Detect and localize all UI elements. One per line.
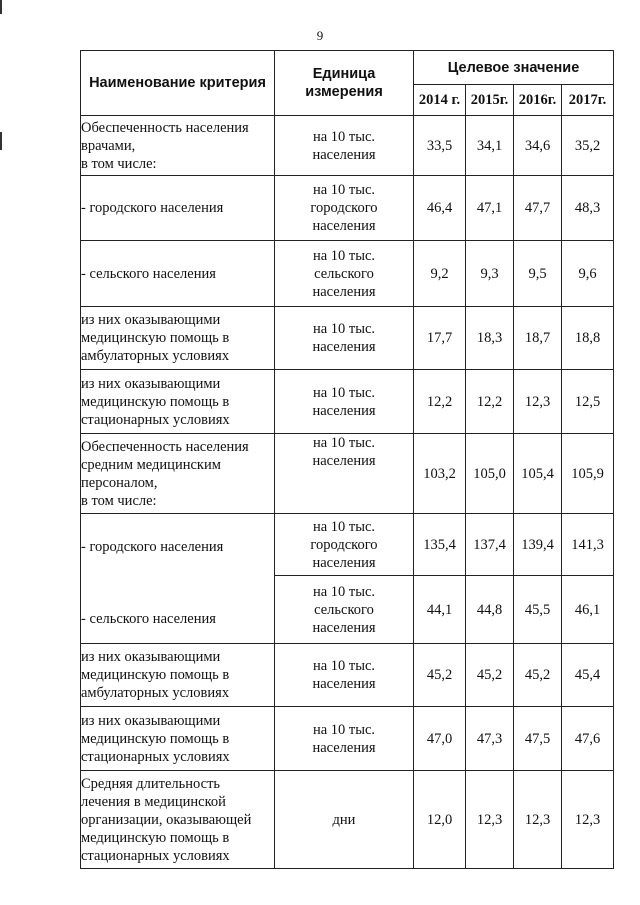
value-cell: 46,4: [414, 176, 466, 241]
criterion-name: Средняя длительность лечения в медицинской организации, оказывающей медицинскую помощь в стационарных условиях: [81, 771, 275, 869]
table-row: [81, 707, 614, 771]
criterion-name: из них оказывающими медицинскую помощь в стационарных условиях: [81, 370, 275, 434]
value-cell: 18,3: [466, 307, 514, 370]
criterion-name: Обеспеченность населения средним медицинским персоналом, в том числе:: [81, 434, 275, 514]
value-cell: 12,2: [466, 370, 514, 434]
criterion-name: - городского населения: [81, 176, 275, 241]
value-cell: 105,9: [562, 434, 614, 514]
value-cell: 9,5: [514, 241, 562, 307]
header-unit: Единица измерения: [275, 51, 414, 116]
header-year: 2015г.: [466, 85, 514, 116]
scan-edge-mark: [0, 0, 2, 14]
unit-cell: на 10 тыс. сельского населения: [275, 576, 414, 644]
value-cell: 45,2: [414, 644, 466, 707]
unit-cell: на 10 тыс. городского населения: [275, 514, 414, 576]
value-cell: 141,3: [562, 514, 614, 576]
header-criterion: Наименование критерия: [81, 51, 275, 116]
value-cell: 45,2: [514, 644, 562, 707]
unit-cell: на 10 тыс. населения: [275, 434, 414, 514]
value-cell: 12,3: [466, 771, 514, 869]
unit-cell: на 10 тыс. населения: [275, 644, 414, 707]
table-row: [81, 370, 614, 434]
value-cell: 18,7: [514, 307, 562, 370]
header-year: 2016г.: [514, 85, 562, 116]
value-cell: 137,4: [466, 514, 514, 576]
criterion-name: Обеспеченность населения врачами, в том числе:: [81, 116, 275, 176]
unit-cell: дни: [275, 771, 414, 869]
header-year: 2014 г.: [414, 85, 466, 116]
unit-cell: на 10 тыс. населения: [275, 307, 414, 370]
value-cell: 103,2: [414, 434, 466, 514]
value-cell: 12,0: [414, 771, 466, 869]
value-cell: 44,8: [466, 576, 514, 644]
table-row: [81, 434, 614, 514]
value-cell: 139,4: [514, 514, 562, 576]
table-row: [81, 644, 614, 707]
value-cell: 12,3: [514, 370, 562, 434]
unit-cell: на 10 тыс. сельского населения: [275, 241, 414, 307]
table-row: [81, 771, 614, 869]
value-cell: 47,6: [562, 707, 614, 771]
unit-cell: на 10 тыс. городского населения: [275, 176, 414, 241]
value-cell: 12,2: [414, 370, 466, 434]
value-cell: 47,7: [514, 176, 562, 241]
value-cell: 105,4: [514, 434, 562, 514]
value-cell: 12,5: [562, 370, 614, 434]
value-cell: 33,5: [414, 116, 466, 176]
header-year: 2017г.: [562, 85, 614, 116]
value-cell: 47,5: [514, 707, 562, 771]
value-cell: 12,3: [562, 771, 614, 869]
value-cell: 18,8: [562, 307, 614, 370]
value-cell: 45,4: [562, 644, 614, 707]
table-row: [81, 176, 614, 241]
value-cell: 34,6: [514, 116, 562, 176]
value-cell: 48,3: [562, 176, 614, 241]
value-cell: 105,0: [466, 434, 514, 514]
unit-cell: на 10 тыс. населения: [275, 116, 414, 176]
criterion-name: из них оказывающими медицинскую помощь в амбулаторных условиях: [81, 644, 275, 707]
value-cell: 9,2: [414, 241, 466, 307]
table-row: [81, 514, 614, 576]
value-cell: 46,1: [562, 576, 614, 644]
value-cell: 47,3: [466, 707, 514, 771]
criteria-table: [80, 50, 614, 869]
value-cell: 17,7: [414, 307, 466, 370]
value-cell: 45,5: [514, 576, 562, 644]
unit-cell: на 10 тыс. населения: [275, 707, 414, 771]
value-cell: 34,1: [466, 116, 514, 176]
value-cell: 45,2: [466, 644, 514, 707]
scan-edge-mark: [0, 132, 2, 150]
value-cell: 12,3: [514, 771, 562, 869]
value-cell: 47,0: [414, 707, 466, 771]
table-row: [81, 116, 614, 176]
table-row: [81, 307, 614, 370]
criterion-name: - сельского населения: [81, 241, 275, 307]
criterion-name: - городского населения - сельского населения: [81, 514, 275, 644]
unit-cell: на 10 тыс. населения: [275, 370, 414, 434]
value-cell: 9,6: [562, 241, 614, 307]
page-number: 9: [316, 28, 324, 43]
criterion-name: из них оказывающими медицинскую помощь в амбулаторных условиях: [81, 307, 275, 370]
value-cell: 135,4: [414, 514, 466, 576]
value-cell: 35,2: [562, 116, 614, 176]
value-cell: 9,3: [466, 241, 514, 307]
header-target-value: Целевое значение: [414, 51, 614, 85]
value-cell: 44,1: [414, 576, 466, 644]
value-cell: 47,1: [466, 176, 514, 241]
criterion-name: из них оказывающими медицинскую помощь в стационарных условиях: [81, 707, 275, 771]
table-row: [81, 241, 614, 307]
